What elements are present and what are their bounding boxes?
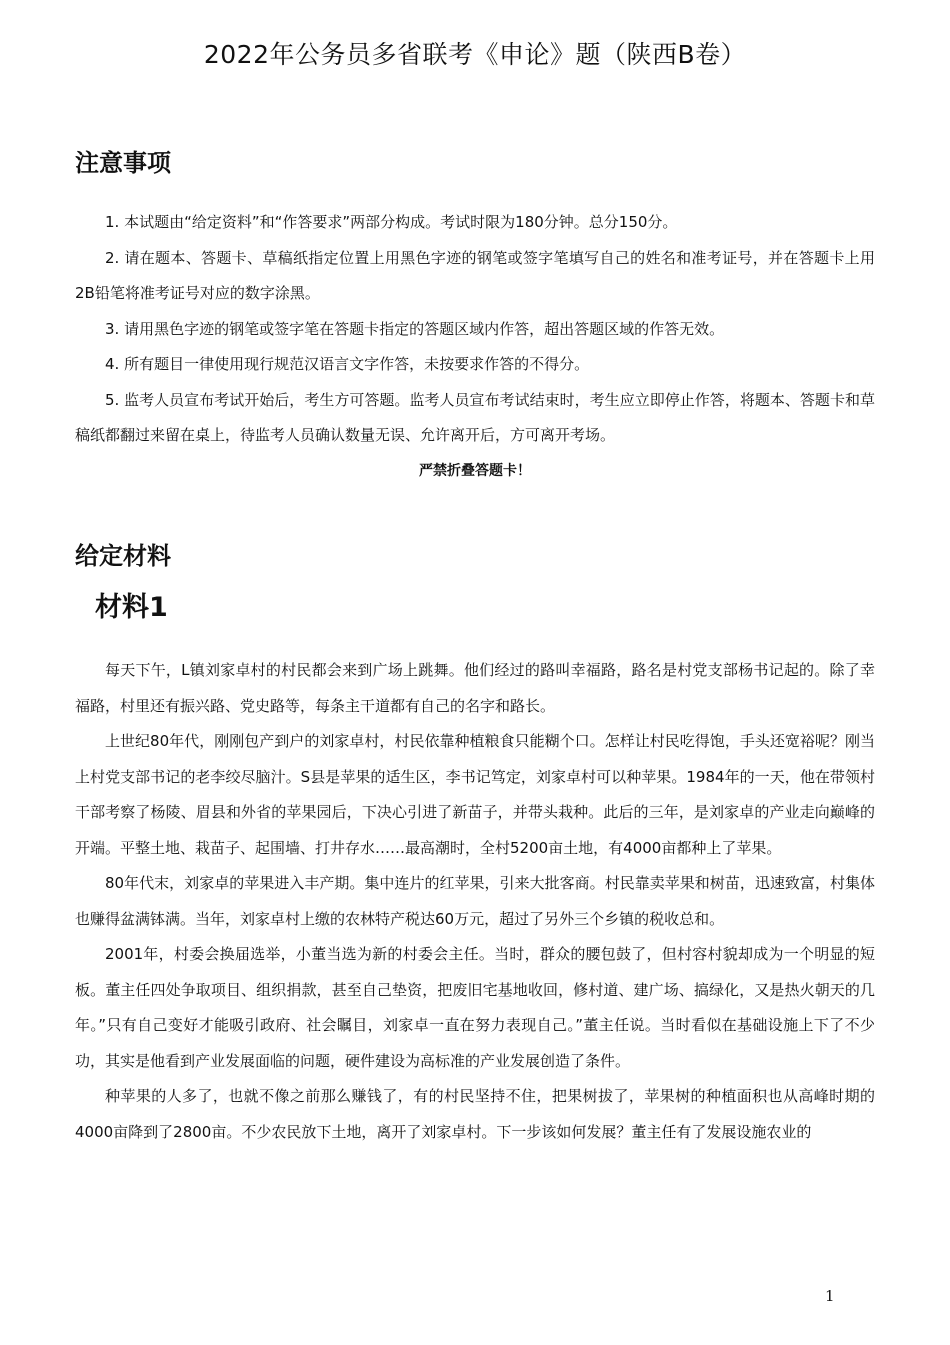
notice-list — [75, 205, 875, 489]
notice-footer: 严禁折叠答题卡！ — [419, 462, 531, 479]
material-paragraph: 上世纪80年代，刚刚包产到户的刘家卓村，村民依靠种植粮食只能糊个口。怎样让村民吃得饱，手头还宽裕呢？刚当上村党支部书记的老李绞尽脑汁。S县是苹果的适生区，李书记笃定，刘家卓村可以种苹果。1984年的一天，他在带领村干部考察了杨陵、眉县和外省的苹果园后，下决心引进了新苗子，并带头栽种。此后的三年，是刘家卓的产业走向巅峰的开端。平整土地、栽苗子、起围墙、打井存水……最高潮时，全村5200亩土地，有4000亩都种上了苹果。 — [75, 732, 875, 857]
material-paragraph: 80年代末，刘家卓的苹果进入丰产期。集中连片的红苹果，引来大批客商。村民靠卖苹果和树苗，迅速致富，村集体也赚得盆满钵满。当年，刘家卓村上缴的农林特产税达60万元，超过了另外三个乡镇的税收总和。 — [75, 874, 875, 928]
page-number: 1 — [825, 1287, 835, 1305]
notice-heading: 注意事项 — [75, 149, 171, 177]
notice-item: 3. 请用黑色字迹的钢笔或签字笔在答题卡指定的答题区域内作答，超出答题区域的作答无效。 — [105, 319, 725, 338]
material1-heading: 材料1 — [95, 592, 168, 623]
page-title: 2022年公务员多省联考《申论》题（陕西B卷） — [203, 40, 747, 69]
material-paragraph: 2001年，村委会换届选举，小董当选为新的村委会主任。当时，群众的腰包鼓了，但村容村貌却成为一个明显的短板。董主任四处争取项目、组织捐款，甚至自己垫资，把废旧宅基地收回，修村道、建广场、搞绿化，又是热火朝天的几年。”只有自己变好才能吸引政府、社会瞩目，刘家卓一直在努力表现自己。”董主任说。当时看似在基础设施上下了不少功，其实是他看到产业发展面临的问题，硬件建设为高标准的产业发展创造了条件。 — [75, 945, 875, 1070]
notice-item: 1. 本试题由“给定资料”和“作答要求”两部分构成。考试时限为180分钟。总分150分。 — [105, 213, 678, 231]
materials-heading: 给定材料 — [75, 542, 171, 570]
material-paragraph: 种苹果的人多了，也就不像之前那么赚钱了，有的村民坚持不住，把果树拔了，苹果树的种植面积也从高峰时期的4000亩降到了2800亩。不少农民放下土地，离开了刘家卓村。下一步该如何发展？董主任有了发展设施农业的 — [75, 1087, 875, 1141]
material1-body — [75, 653, 875, 1150]
notice-item: 4. 所有题目一律使用现行规范汉语言文字作答，未按要求作答的不得分。 — [105, 355, 590, 373]
material-paragraph: 每天下午，L镇刘家卓村的村民都会来到广场上跳舞。他们经过的路叫幸福路，路名是村党支部杨书记起的。除了幸福路，村里还有振兴路、党史路等，每条主干道都有自己的名字和路长。 — [75, 661, 875, 715]
notice-item: 5. 监考人员宣布考试开始后，考生方可答题。监考人员宣布考试结束时，考生应立即停止作答，将题本、答题卡和草稿纸都翻过来留在桌上，待监考人员确认数量无误、允许离开后，方可离开考场。 — [75, 390, 875, 444]
notice-item: 2. 请在题本、答题卡、草稿纸指定位置上用黑色字迹的钢笔或签字笔填写自己的姓名和准考证号，并在答题卡上用2B铅笔将准考证号对应的数字涂黑。 — [75, 248, 875, 302]
